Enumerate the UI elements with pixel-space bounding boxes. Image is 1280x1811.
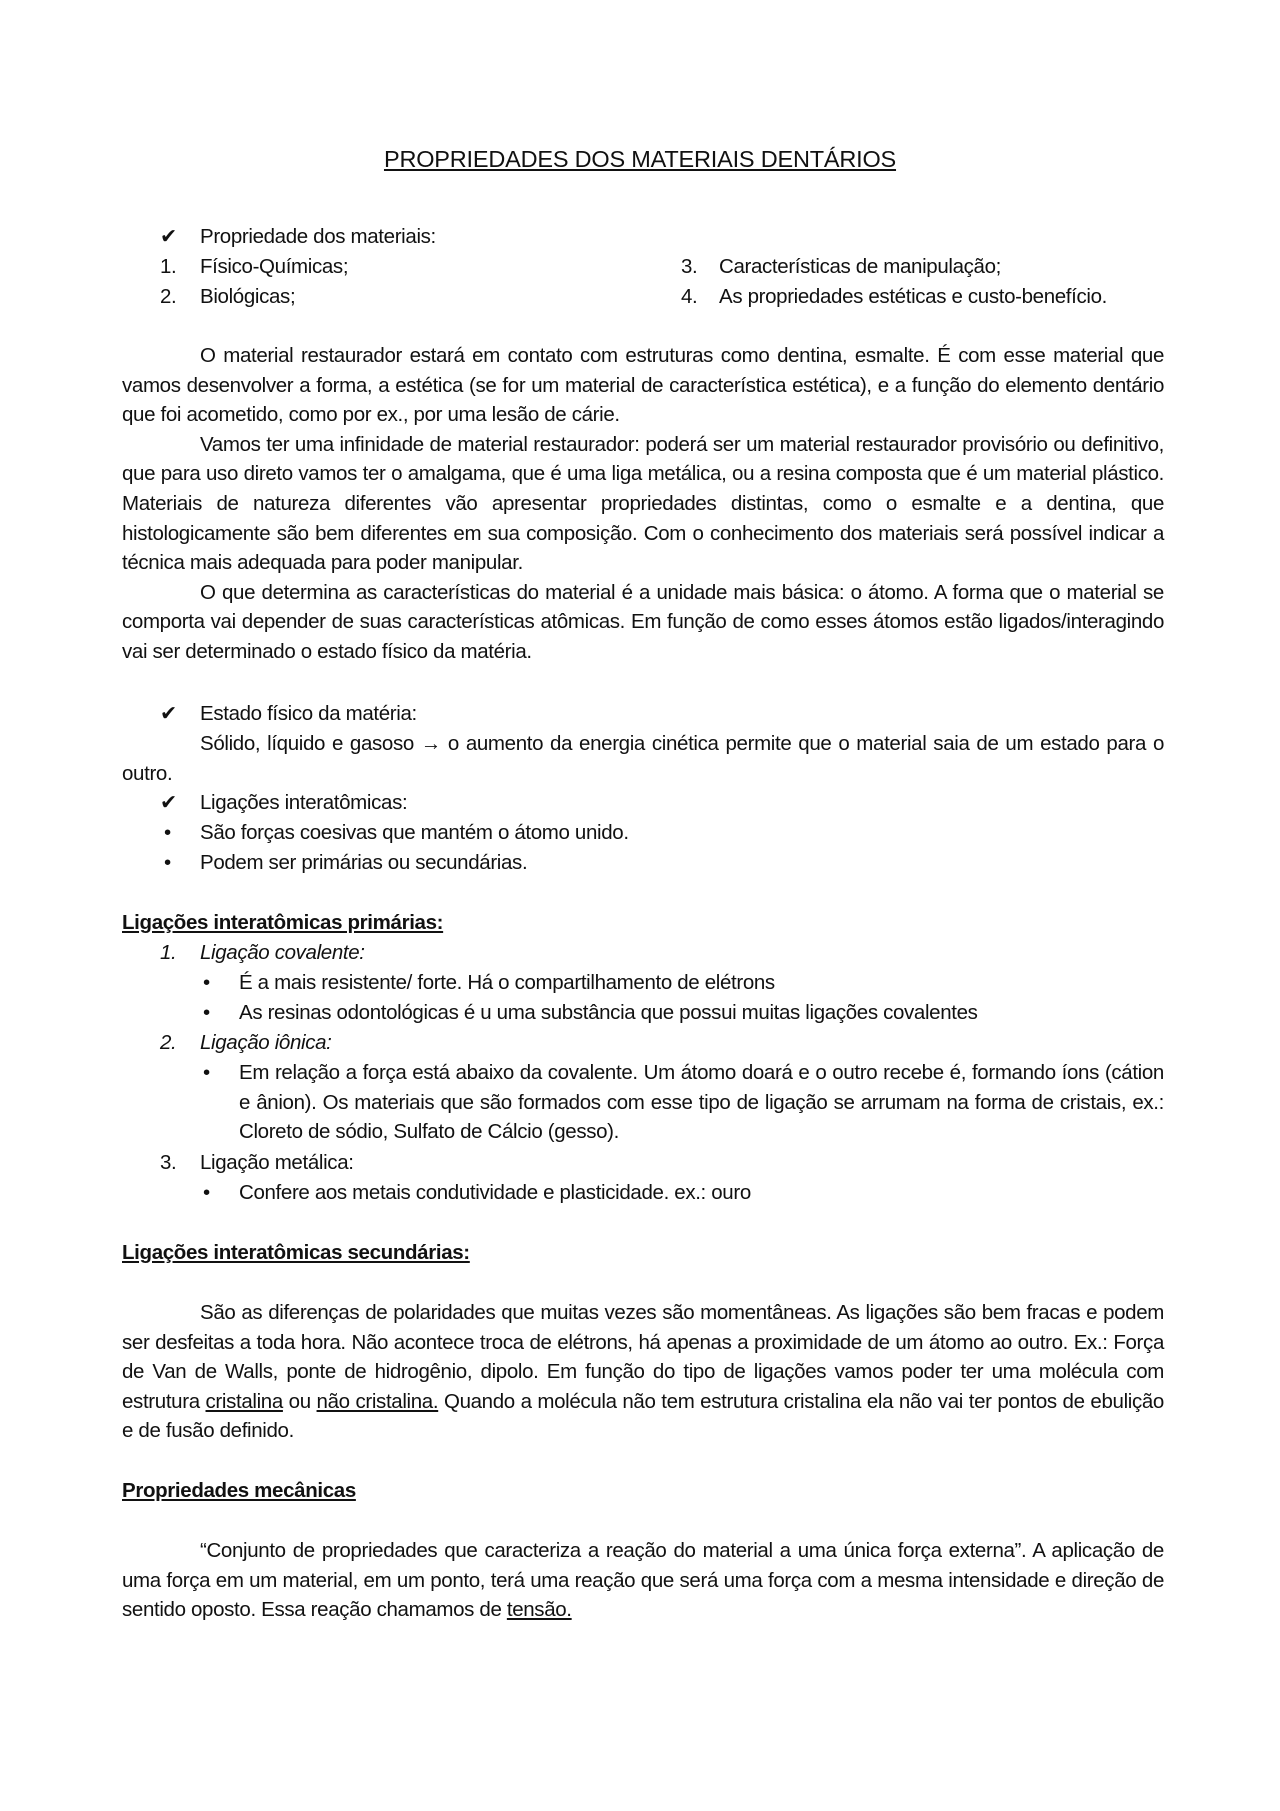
list-number: 1. <box>160 941 177 964</box>
bullet-icon: • <box>164 821 171 844</box>
list-item: São forças coesivas que mantém o átomo unido. <box>200 821 629 844</box>
list-item: Biológicas; <box>200 285 296 308</box>
list-item: As resinas odontológicas é u uma substância que possui muitas ligações covalentes <box>239 1001 978 1024</box>
paragraph: O material restaurador estará em contato com estruturas como dentina, esmalte. É com esse material que vamos desenvolver a forma, a estética (se for um material de característica estética), e a função do elemento dentário que foi acometido, como por ex., por uma lesão de cárie. <box>122 344 1164 427</box>
list-number: 4. <box>681 285 698 308</box>
list-number: 2. <box>160 1031 177 1054</box>
paragraph <box>122 1298 1164 1446</box>
bullet-icon: • <box>203 971 210 994</box>
check-icon: ✔ <box>160 791 177 814</box>
bullet-icon: • <box>203 1061 210 1084</box>
section-heading: Ligações interatômicas secundárias: <box>122 1241 470 1264</box>
section-heading: Propriedades mecânicas <box>122 1479 356 1502</box>
mecanicas-paragraph <box>122 1536 1164 1625</box>
paragraph-text: ou <box>288 1389 311 1413</box>
bullet-icon: • <box>203 1181 210 1204</box>
secundarias-paragraph <box>122 1298 1164 1446</box>
list-item: Confere aos metais condutividade e plasticidade. ex.: ouro <box>239 1181 751 1204</box>
paragraph-text: Quando a molécula não tem estrutura cristalina ela não vai ter pontos de ebulição e de fusão definido. <box>122 1389 1164 1443</box>
list-label: Ligação covalente: <box>200 941 365 964</box>
list-label: Ligação iônica: <box>200 1031 332 1054</box>
underlined-term: não cristalina. <box>316 1389 439 1413</box>
paragraph: O que determina as características do material é a unidade mais básica: o átomo. A forma que o material se comporta vai depender de suas características atômicas. Em função de como esses átomos estão ligados/interagindo vai ser determinado o estado físico da matéria. <box>122 580 1164 663</box>
body-paragraphs <box>122 341 1164 667</box>
section-heading: Ligações interatômicas primárias: <box>122 911 444 934</box>
list-item: Físico-Químicas; <box>200 255 349 278</box>
list-item: Em relação a força está abaixo da covalente. Um átomo doará e o outro recebe é, formando íons (cátion e ânion). Os materiais que são formados com esse tipo de ligação se arrumam na forma de cristais, ex.: Cloreto de sódio, Sulfato de Cálcio (gesso). <box>239 1061 1164 1144</box>
list-number: 2. <box>160 285 177 308</box>
list-number: 3. <box>160 1151 177 1174</box>
check-icon: ✔ <box>160 225 177 248</box>
underlined-term: tensão. <box>506 1598 572 1622</box>
bullet-icon: • <box>164 851 171 874</box>
list-item: É a mais resistente/ forte. Há o compartilhamento de elétrons <box>239 971 775 994</box>
paragraph-text: São as diferenças de polaridades que muitas vezes são momentâneas. As ligações são bem fracas e podem ser desfeitas a toda hora. Não acontece troca de elétrons, há apenas a proximidade de um átomo ao outro. Ex.: Força de Van de Walls, ponte de hidrogênio, dipolo. Em função do tipo de ligações vamos poder ter uma molécula com estrutura <box>122 1301 1164 1413</box>
list-label: Ligações interatômicas: <box>200 791 408 814</box>
underlined-term: cristalina <box>205 1389 283 1413</box>
paragraph: Sólido, líquido e gasoso → o aumento da energia cinética permite que o material saia de um estado para o outro. <box>122 732 1164 785</box>
page-title: PROPRIEDADES DOS MATERIAIS DENTÁRIOS <box>383 146 897 172</box>
list-item: Características de manipulação; <box>719 255 1001 278</box>
bullet-icon: • <box>203 1001 210 1024</box>
list-number: 3. <box>681 255 698 278</box>
list-item: Podem ser primárias ou secundárias. <box>200 851 528 874</box>
list-label: Estado físico da matéria: <box>200 702 417 725</box>
estado-paragraph <box>122 729 1164 788</box>
paragraph: Vamos ter uma infinidade de material restaurador: poderá ser um material restaurador provisório ou definitivo, que para uso direto vamos ter o amalgama, que é uma liga metálica, ou a resina composta que é um material plástico. Materiais de natureza diferentes vão apresentar propriedades distintas, como o esmalte e a dentina, que histologicamente são bem diferentes em sua composição. Com o conhecimento dos materiais será possível indicar a técnica mais adequada para poder manipular. <box>122 432 1164 575</box>
check-icon: ✔ <box>160 702 177 725</box>
list-label: Propriedade dos materiais: <box>200 225 436 248</box>
list-label: Ligação metálica: <box>200 1151 354 1174</box>
paragraph <box>122 1536 1164 1625</box>
list-number: 1. <box>160 255 177 278</box>
list-item: As propriedades estéticas e custo-benefício. <box>719 285 1107 308</box>
paragraph-text: “Conjunto de propriedades que caracteriza a reação do material a uma única força externa”. A aplicação de uma força em um material, em um ponto, terá uma reação que será uma força com a mesma intensidade e direção de sentido oposto. Essa reação chamamos de <box>122 1539 1164 1622</box>
